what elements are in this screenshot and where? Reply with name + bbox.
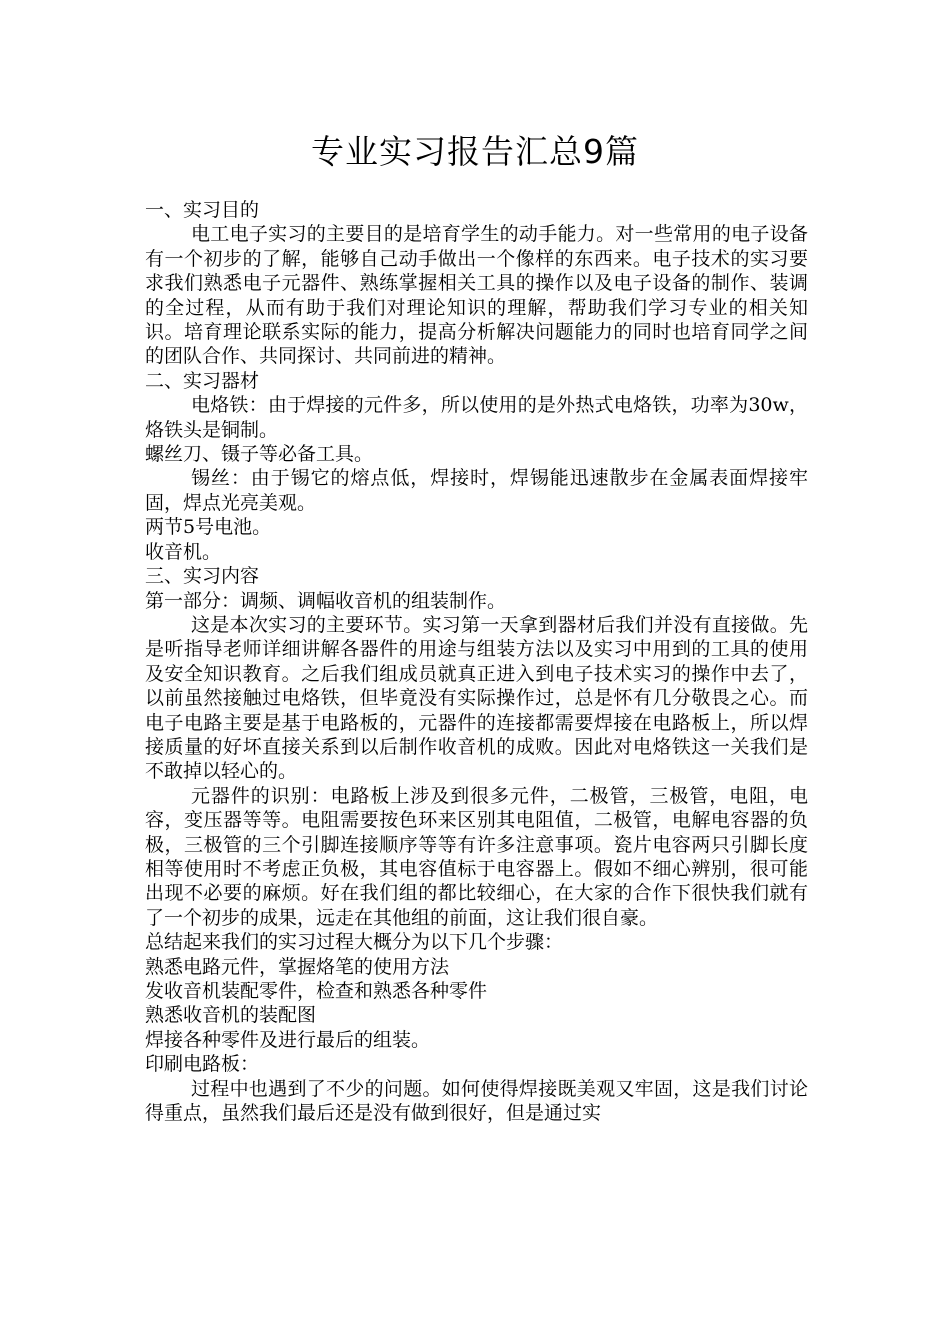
paragraph-part-one: 第一部分：调频、调幅收音机的组装制作。 <box>145 589 507 612</box>
paragraph-solder-wire: 锡丝：由于锡它的熔点低，焊接时，焊锡能迅速散步在金属表面焊接牢固，焊点光亮美观。 <box>145 467 808 514</box>
paragraph-batteries: 两节5号电池。 <box>145 516 272 539</box>
paragraph-problems: 过程中也遇到了不少的问题。如何使得焊接既美观又牢固，这是我们讨论得重点，虽然我们最后还是没有做到很好，但是通过实 <box>145 1077 808 1125</box>
paragraph-radio: 收音机。 <box>145 540 222 563</box>
step-item: 发收音机装配零件，检查和熟悉各种零件 <box>145 980 488 1002</box>
document-body <box>145 198 808 1125</box>
step-item: 焊接各种零件及进行最后的组装。 <box>145 1028 431 1051</box>
section-heading-equipment: 二、实习器材 <box>145 369 260 392</box>
document-title: 专业实习报告汇总9篇 <box>311 132 639 171</box>
paragraph-main-stage: 这是本次实习的主要环节。实习第一天拿到器材后我们并没有直接做。先是听指导老师详细讲解各器件的用途与组装方法以及实习中用到的工具的使用及安全知识教育。之后我们组成员就真正进入到电子技术实习的操作中去了，以前虽然接触过电烙铁，但毕竟没有实际操作过，总是怀有几分敬畏之心。而电子电路主要是基于电路板的，元器件的连接都需要焊接在电路板上，所以焊接质量的好坏直接关系到以后制作收音机的成败。因此对电烙铁这一关我们是不敢掉以轻心的。 <box>145 613 808 783</box>
step-item: 熟悉电路元件，掌握烙笔的使用方法 <box>145 955 450 978</box>
section-heading-content: 三、实习内容 <box>145 565 260 588</box>
section-heading-purpose: 一、实习目的 <box>145 199 260 221</box>
paragraph-tools: 螺丝刀、镊子等必备工具。 <box>145 443 374 466</box>
paragraph-soldering-iron: 电烙铁：由于焊接的元件多，所以使用的是外热式电烙铁，功率为30w，烙铁头是铜制。 <box>145 394 808 441</box>
step-item: 熟悉收音机的装配图 <box>145 1004 317 1027</box>
paragraph-steps-intro: 总结起来我们的实习过程大概分为以下几个步骤： <box>145 931 564 954</box>
paragraph-pcb: 印刷电路板： <box>145 1053 260 1076</box>
paragraph-purpose: 电工电子实习的主要目的是培育学生的动手能力。对一些常用的电子设备有一个初步的了解，能够自己动手做出一个像样的东西来。电子技术的实习要求我们熟悉电子元器件、熟练掌握相关工具的操作以及电子设备的制作、装调的全过程，从而有助于我们对理论知识的理解，帮助我们学习专业的相关知识。培育理论联系实际的能力，提高分析解决问题能力的同时也培育同学之间的团队合作、共同探讨、共同前进的精神。 <box>145 223 808 368</box>
paragraph-component-identification: 元器件的识别：电路板上涉及到很多元件，二极管，三极管，电阻，电容，变压器等等。电阻需要按色环来区别其电阻值，二极管，电解电容器的负极，三极管的三个引脚连接顺序等等有许多注意事项。瓷片电容两只引脚长度相等使用时不考虑正负极，其电容值标于电容器上。假如不细心辨别，很可能出现不必要的麻烦。好在我们组的都比较细心，在大家的合作下很快我们就有了一个初步的成果，远走在其他组的前面，这让我们很自豪。 <box>145 784 808 929</box>
